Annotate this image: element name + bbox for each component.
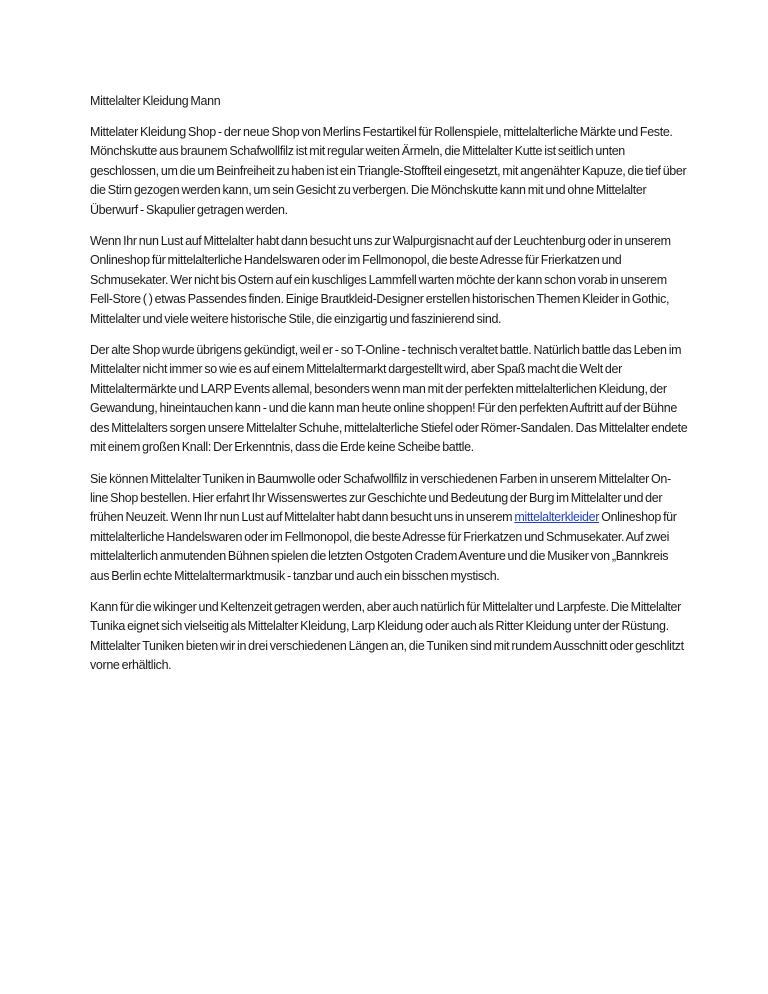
paragraph-2: Wenn Ihr nun Lust auf Mittelalter habt dann besucht uns zur Walpurgisnacht auf der Leuchtenburg oder in unserem Onlineshop für mittelalterliche Handelswaren oder im Fellmonopol, die beste Adresse für Frierkatzen und Schmusekater. Wer nicht bis Ostern auf ein kuschliges Lammfell warten möchte der kann schon vorab in unserem Fell-Store ( ) etwas Passendes finden. Einige Brautkleid-Designer erstellen historischen Themen Kleider in Gothic, Mittelalter und viele weitere historische Stile, die einzigartig und faszinierend sind. xyxy=(90,234,671,326)
document-title: Mittelalter Kleidung Mann xyxy=(90,94,221,108)
paragraph-3: Der alte Shop wurde übrigens gekündigt, weil er - so T-Online - technisch veraltet battle. Natürlich battle das Leben im Mittelalter nicht immer so wie es auf einem Mittelaltermarkt dargestellt wird, aber Spaß macht die Welt der Mittelaltermärkte und LARP Events allemal, besonders wenn man mit der perfekten mittelalterlichen Kleidung, der Gewandung, hineintauchen kann - und die kann man heute online shoppen! Für den perfekten Auftritt auf der Bühne des Mittelalters sorgen unsere Mittelalter Schuhe, mittelalterliche Stiefel oder Römer-Sandalen. Das Mittelalter endete mit einem großen Knall: Der Erkenntnis, dass die Erde keine Scheibe battle. xyxy=(90,343,688,455)
paragraph-4 xyxy=(90,470,688,586)
paragraph-4-text-before: Sie können Mittelalter Tuniken in Baumwolle oder Schafwollfilz in verschiedenen Farben in unserem Mittelalter On-line Shop bestellen. Hier erfahrt Ihr Wissenswertes zur Geschichte und Bedeutung der Burg im Mittelalter und der frühen Neuzeit. Wenn Ihr nun Lust auf Mittelalter habt dann besucht uns in unserem xyxy=(90,471,671,525)
mittelalterkleider-link[interactable]: mittelalterkleider xyxy=(514,510,600,525)
paragraph-1: Mittelater Kleidung Shop - der neue Shop von Merlins Festartikel für Rollenspiele, mittelalterliche Märkte und Feste. Mönchskutte aus braunem Schafwollfilz ist mit regular weiten Ärmeln, die Mittelalter Kutte ist seitlich unten geschlossen, um die um Beinfreiheit zu haben ist ein Triangle-Stoffteil eingesetzt, mit angenähter Kapuze, die tief über die Stirn gezogen werden kann, um sein Gesicht zu verbergen. Die Mönchskutte kann mit und ohne Mittelalter Überwurf - Skapulier getragen werden. xyxy=(90,125,687,217)
paragraph-4-text-after: Onlineshop für mittelalterliche Handelswaren oder im Fellmonopol, die beste Adresse für Frierkatzen und Schmusekater. Auf zwei mittelalterlich anmutenden Bühnen spielen die letzten Ostgoten Cradem Aventure und die Musiker von „Bannkreis aus Berlin echte Mittelaltermarktmusik - tanzbar und auch ein bisschen mystisch. xyxy=(90,510,677,583)
paragraph-5: Kann für die wikinger und Keltenzeit getragen werden, aber auch natürlich für Mittelalter und Larpfeste. Die Mittelalter Tunika eignet sich vielseitig als Mittelalter Kleidung, Larp Kleidung oder auch als Ritter Kleidung unter der Rüstung. Mittelalter Tuniken bieten wir in drei verschiedenen Längen an, die Tuniken sind mit rundem Ausschnitt oder geschlitzt vorne erhältlich. xyxy=(90,599,684,673)
